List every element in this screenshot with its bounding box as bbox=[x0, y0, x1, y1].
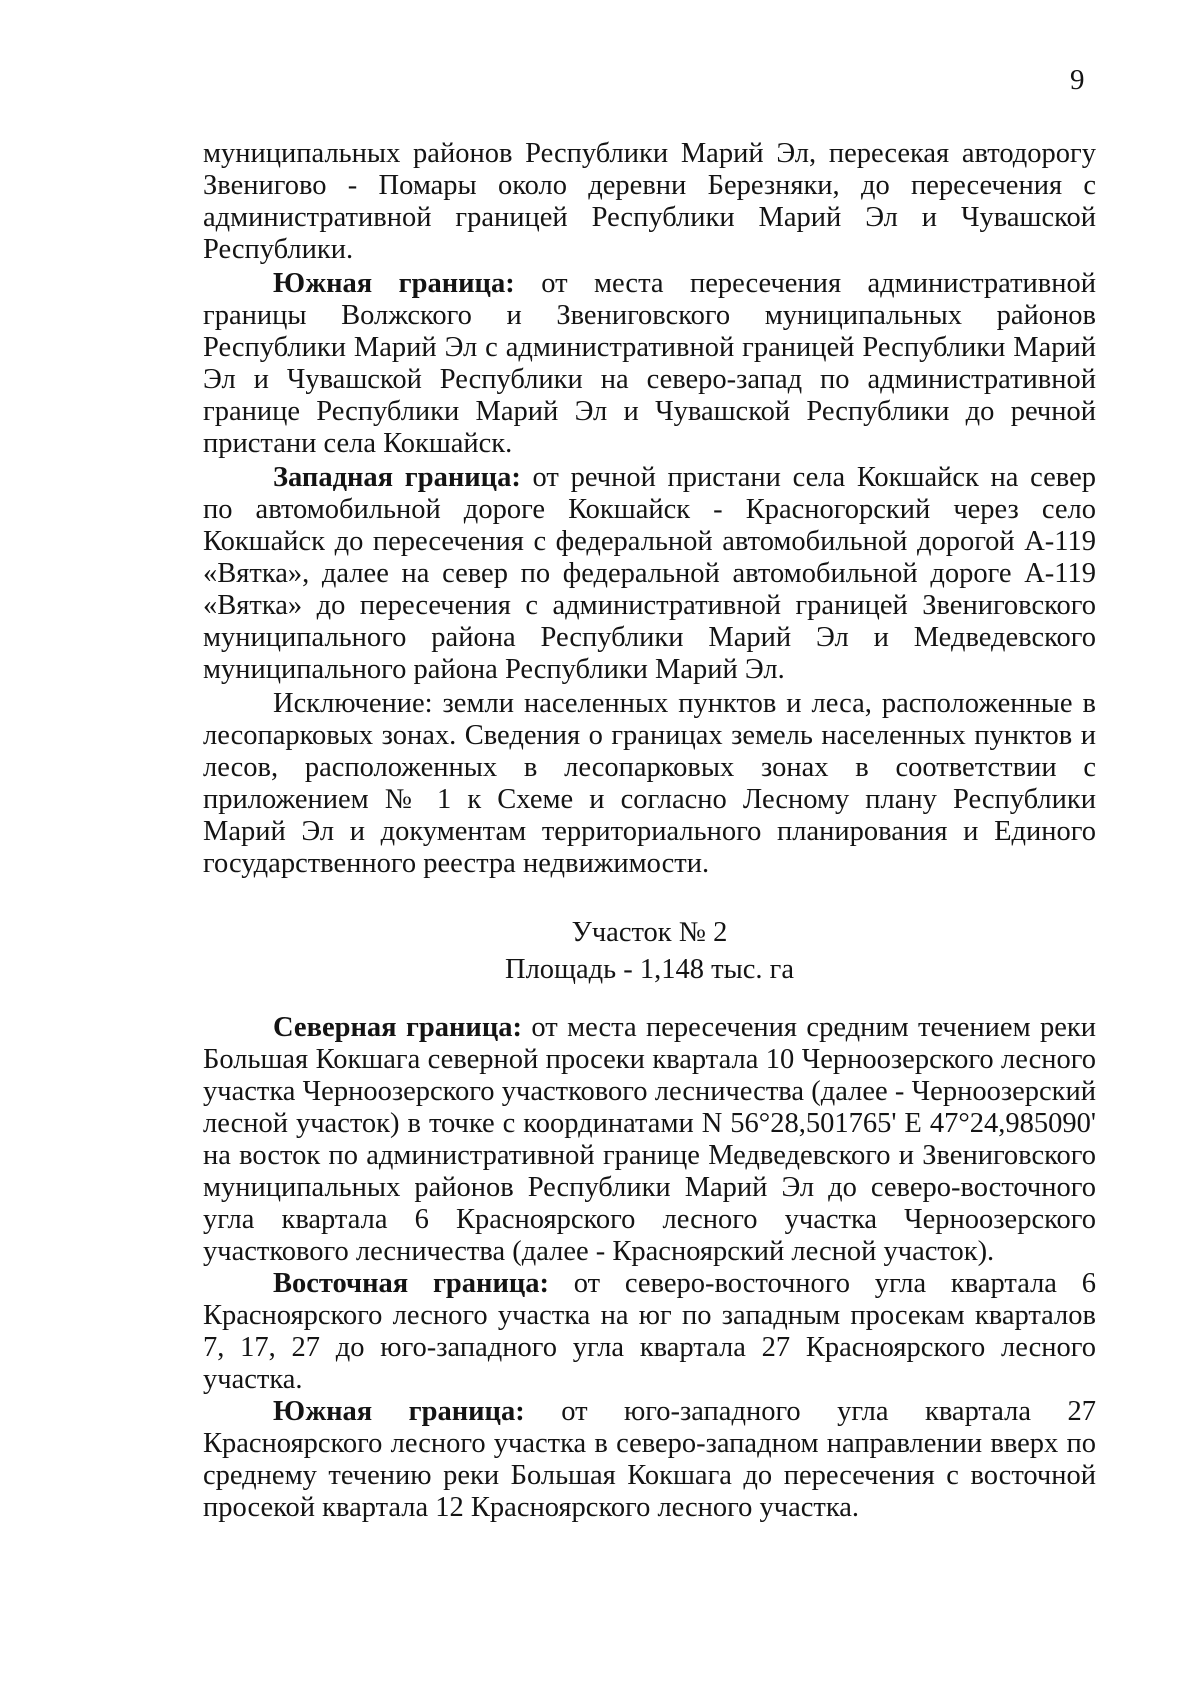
south-border-text: от места пересечения административной границы Волжского и Звениговского муниципальных районов Республики Марий Эл с административной границей Республики Марий Эл и Чувашской Республики на северо-запад по административной границе Республики Марий Эл и Чувашской Республики до речной пристани села Кокшайск. bbox=[203, 268, 1097, 459]
plot-area: Площадь - 1,148 тыс. га bbox=[505, 954, 794, 985]
east-border-label: Восточная граница: bbox=[273, 1268, 550, 1299]
page-number: 9 bbox=[1070, 64, 1085, 96]
west-border-label: Западная граница: bbox=[273, 462, 521, 493]
north-border-label: Северная граница: bbox=[273, 1012, 522, 1043]
east-border-text: от северо-восточного угла квартала 6 Красноярского лесного участка на юг по западным просекам кварталов 7, 17, 27 до юго-западного угла квартала 27 Красноярского лесного участка. bbox=[203, 1268, 1096, 1395]
exception-paragraph: Исключение: земли населенных пунктов и леса, расположенные в лесопарковых зонах. Сведения о границах земель населенных пунктов и лесов, расположенных в лесопарковых зонах в соответствии с приложением № 1 к Схеме и согласно Лесному плану Республики Марий Эл и документам территориального планирования и Единого государственного реестра недвижимости. bbox=[203, 688, 1096, 879]
south-border-paragraph bbox=[203, 268, 1096, 460]
north-border-paragraph bbox=[203, 1012, 1096, 1268]
continuation-paragraph: муниципальных районов Республики Марий Эл, пересекая автодорогу Звенигово - Помары около деревни Березняки, до пересечения с административной границей Республики Марий Эл и Чувашской Республики. bbox=[203, 138, 1096, 265]
north-border-text: от места пересечения средним течением реки Большая Кокшага северной просеки квартала 10 Черноозерского лесного участка Черноозерского участкового лесничества (далее - Черноозерский лесной участок) в точке с координатами N 56°28,501765' E 47°24,985090' на восток по административной границе Медведевского и Звениговского муниципальных районов Республики Марий Эл до северо-восточного угла квартала 6 Красноярского лесного участка Черноозерского участкового лесничества (далее - Красноярский лесной участок). bbox=[203, 1012, 1096, 1267]
plot-title: Участок № 2 bbox=[571, 917, 728, 948]
section-2-text bbox=[203, 1012, 1096, 1524]
east-border-paragraph bbox=[203, 1268, 1096, 1396]
west-border-text: от речной пристани села Кокшайск на север по автомобильной дороге Кокшайск - Красногорский через село Кокшайск до пересечения с федеральной автомобильной дорогой А-119 «Вятка», далее на север по федеральной автомобильной дороге А-119 «Вятка» до пересечения с административной границей Звениговского муниципального района Республики Марий Эл и Медведевского муниципального района Республики Марий Эл. bbox=[203, 462, 1096, 685]
section-1-text bbox=[203, 138, 1096, 880]
south-border-text-2: от юго-западного угла квартала 27 Красноярского лесного участка в северо-западном направлении вверх по среднему течению реки Большая Кокшага до пересечения с восточной просекой квартала 12 Красноярского лесного участка. bbox=[203, 1396, 1096, 1523]
west-border-paragraph bbox=[203, 462, 1096, 686]
south-border-paragraph-2 bbox=[203, 1396, 1096, 1524]
south-border-label-2: Южная граница: bbox=[273, 1396, 525, 1427]
south-border-label: Южная граница: bbox=[273, 268, 515, 299]
